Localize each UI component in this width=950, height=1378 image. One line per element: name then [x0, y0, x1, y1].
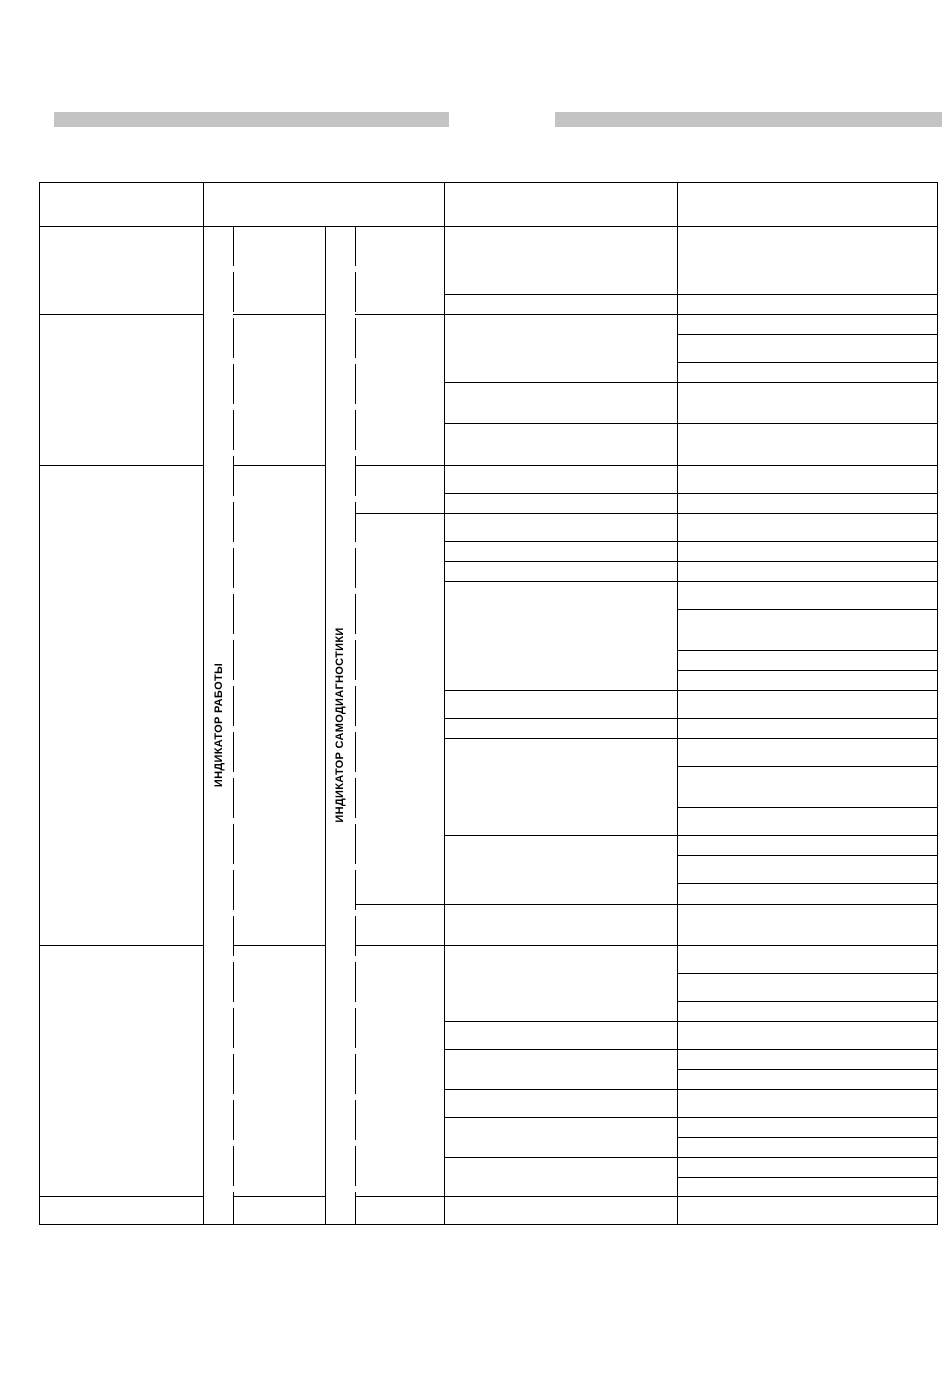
operation-indicator-label: ИНДИКАТОР РАБОТЫ [213, 662, 225, 788]
self-diagnostics-indicator-label: ИНДИКАТОР САМОДИАГНОСТИКИ [334, 627, 346, 823]
table-frame [40, 183, 938, 1225]
